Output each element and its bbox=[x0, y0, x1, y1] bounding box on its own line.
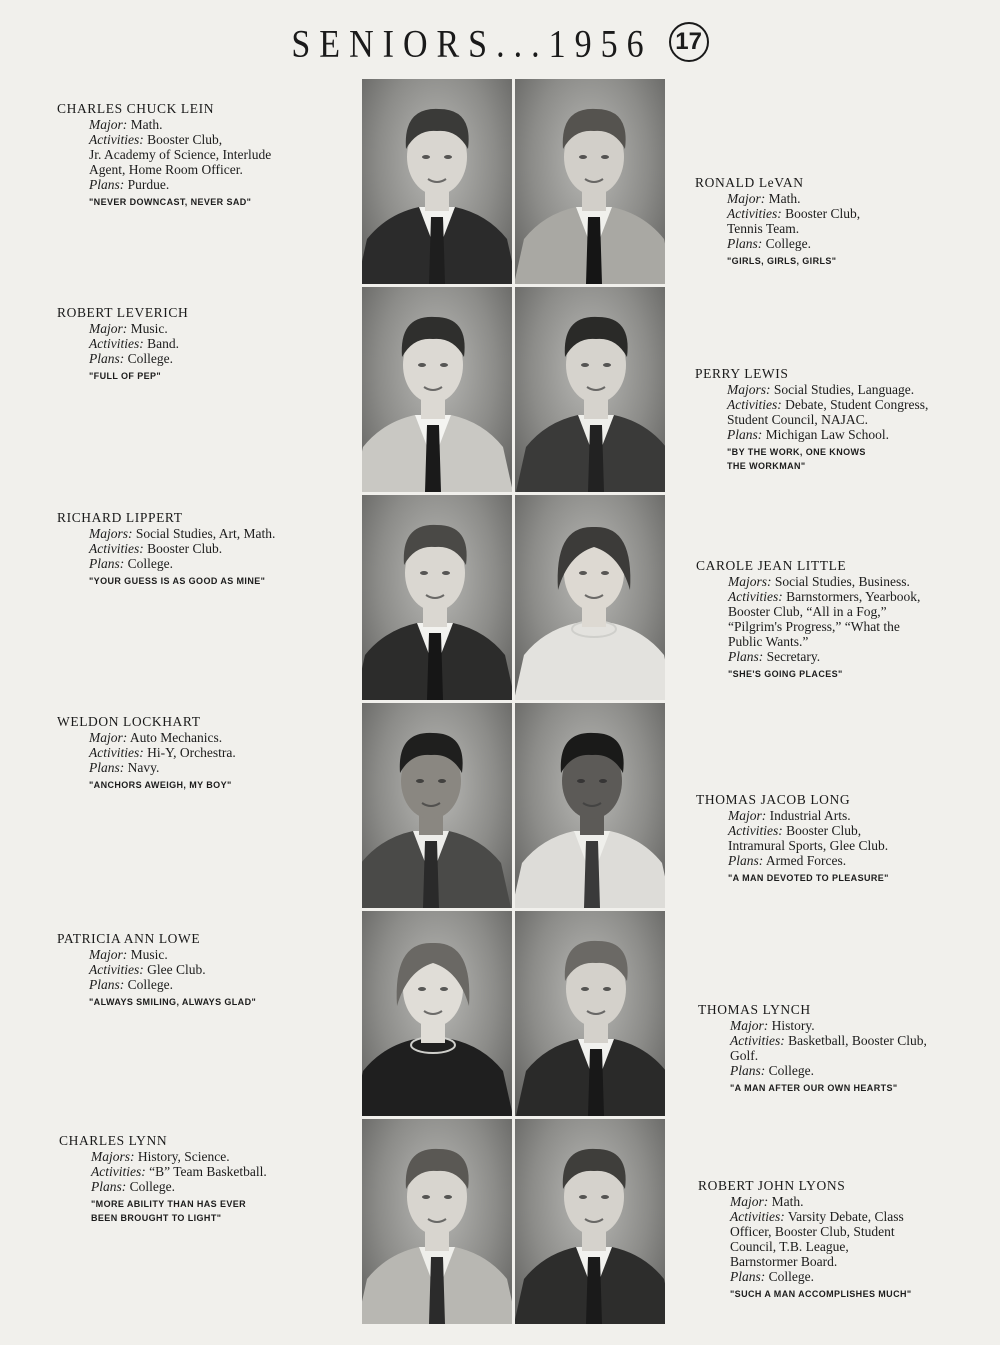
portrait-photo bbox=[515, 79, 665, 284]
bio-line: Officer, Booster Club, Student bbox=[730, 1224, 895, 1239]
page-number-badge: 17 bbox=[669, 22, 709, 62]
portrait-photo bbox=[515, 287, 665, 492]
student-bio bbox=[57, 510, 275, 588]
bio-line: Plans: Purdue. bbox=[89, 177, 170, 192]
student-name: ROBERT JOHN LYONS bbox=[698, 1178, 846, 1193]
page-header bbox=[0, 23, 1000, 76]
portrait-illustration bbox=[362, 79, 512, 284]
portrait-illustration bbox=[362, 495, 512, 700]
bio-line: Major: Math. bbox=[727, 191, 801, 206]
student-name: WELDON LOCKHART bbox=[57, 714, 201, 729]
bio-line: Activities: Booster Club, bbox=[89, 132, 223, 147]
student-quote: "A MAN DEVOTED TO PLEASURE" bbox=[728, 873, 889, 883]
student-bio bbox=[57, 305, 188, 383]
bio-line: Activities: Booster Club. bbox=[89, 541, 223, 556]
portrait-photo bbox=[362, 1119, 512, 1324]
bio-line: Majors: History, Science. bbox=[91, 1149, 230, 1164]
portrait-illustration bbox=[515, 495, 665, 700]
student-name: RICHARD LIPPERT bbox=[57, 510, 183, 525]
student-quote: "ANCHORS AWEIGH, MY BOY" bbox=[89, 780, 232, 790]
portrait-photo bbox=[362, 79, 512, 284]
student-bio bbox=[696, 558, 920, 681]
student-name: PATRICIA ANN LOWE bbox=[57, 931, 201, 946]
page-title: SENIORS...1956 bbox=[291, 23, 653, 66]
portrait-illustration bbox=[515, 287, 665, 492]
bio-line: Major: Math. bbox=[730, 1194, 804, 1209]
portrait-illustration bbox=[362, 911, 512, 1116]
portrait-photo bbox=[515, 1119, 665, 1324]
bio-line: Golf. bbox=[730, 1048, 759, 1063]
bio-line: Plans: Michigan Law School. bbox=[727, 427, 889, 442]
bio-line: Booster Club, “All in a Fog,” bbox=[728, 604, 887, 619]
student-name: ROBERT LEVERICH bbox=[57, 305, 189, 320]
bio-line: Majors: Social Studies, Art, Math. bbox=[89, 526, 276, 541]
bio-line: Plans: College. bbox=[727, 236, 811, 251]
bio-line: Plans: College. bbox=[91, 1179, 175, 1194]
bio-line: Majors: Social Studies, Language. bbox=[727, 382, 915, 397]
portrait-photo bbox=[362, 495, 512, 700]
student-bio bbox=[695, 366, 928, 473]
student-quote: "YOUR GUESS IS AS GOOD AS MINE" bbox=[89, 576, 266, 586]
portrait-illustration bbox=[515, 1119, 665, 1324]
student-bio bbox=[698, 1002, 927, 1095]
portrait-illustration bbox=[515, 79, 665, 284]
portrait-photo bbox=[362, 911, 512, 1116]
bio-line: Activities: Booster Club, bbox=[728, 823, 862, 838]
student-name: PERRY LEWIS bbox=[695, 366, 789, 381]
student-bio bbox=[57, 101, 271, 209]
bio-line: Plans: College. bbox=[730, 1063, 814, 1078]
bio-line: Activities: Hi-Y, Orchestra. bbox=[89, 745, 236, 760]
bio-line: Major: History. bbox=[730, 1018, 815, 1033]
bio-line: Intramural Sports, Glee Club. bbox=[728, 838, 889, 853]
bio-line: Tennis Team. bbox=[727, 221, 800, 236]
bio-line: Plans: College. bbox=[730, 1269, 814, 1284]
bio-line: Activities: Barnstormers, Yearbook, bbox=[728, 589, 921, 604]
portrait-illustration bbox=[362, 703, 512, 908]
student-quote: "ALWAYS SMILING, ALWAYS GLAD" bbox=[89, 997, 257, 1007]
student-name: CAROLE JEAN LITTLE bbox=[696, 558, 847, 573]
bio-line: Activities: Varsity Debate, Class bbox=[730, 1209, 904, 1224]
bio-line: Activities: Booster Club, bbox=[727, 206, 861, 221]
bio-line: “Pilgrim's Progress,” “What the bbox=[728, 619, 900, 634]
bio-line: Majors: Social Studies, Business. bbox=[728, 574, 910, 589]
student-quote: "FULL OF PEP" bbox=[89, 371, 162, 381]
student-name: RONALD LeVAN bbox=[695, 175, 804, 190]
bio-line: Council, T.B. League, bbox=[730, 1239, 849, 1254]
bio-line: Barnstormer Board. bbox=[730, 1254, 838, 1269]
portrait-illustration bbox=[362, 287, 512, 492]
student-bio bbox=[57, 931, 256, 1009]
bio-line: Major: Auto Mechanics. bbox=[89, 730, 223, 745]
student-quote: "A MAN AFTER OUR OWN HEARTS" bbox=[730, 1083, 898, 1093]
portrait-illustration bbox=[515, 911, 665, 1116]
student-name: THOMAS JACOB LONG bbox=[696, 792, 851, 807]
portrait-photo bbox=[515, 703, 665, 908]
student-quote: "BY THE WORK, ONE KNOWS THE WORKMAN" bbox=[727, 447, 866, 471]
portrait-photo bbox=[362, 703, 512, 908]
student-quote: "GIRLS, GIRLS, GIRLS" bbox=[727, 256, 837, 266]
bio-line: Plans: Secretary. bbox=[728, 649, 821, 664]
portrait-photo bbox=[362, 287, 512, 492]
bio-line: Plans: Navy. bbox=[89, 760, 160, 775]
student-bio bbox=[695, 175, 860, 268]
student-name: CHARLES LYNN bbox=[59, 1133, 168, 1148]
student-bio bbox=[698, 1178, 912, 1301]
bio-line: Agent, Home Room Officer. bbox=[89, 162, 243, 177]
bio-line: Plans: Armed Forces. bbox=[728, 853, 847, 868]
bio-line: Student Council, NAJAC. bbox=[727, 412, 869, 427]
student-quote: "MORE ABILITY THAN HAS EVER BEEN BROUGHT TO LIGHT" bbox=[91, 1199, 247, 1223]
student-quote: "SUCH A MAN ACCOMPLISHES MUCH" bbox=[730, 1289, 912, 1299]
student-name: THOMAS LYNCH bbox=[698, 1002, 811, 1017]
bio-line: Plans: College. bbox=[89, 351, 173, 366]
student-quote: "NEVER DOWNCAST, NEVER SAD" bbox=[89, 197, 252, 207]
bio-line: Major: Math. bbox=[89, 117, 163, 132]
bio-line: Activities: Basketball, Booster Club, bbox=[730, 1033, 927, 1048]
bio-line: Public Wants.” bbox=[728, 634, 809, 649]
portrait-grid bbox=[362, 79, 665, 1327]
bio-line: Major: Music. bbox=[89, 321, 168, 336]
student-bio bbox=[59, 1133, 267, 1225]
portrait-photo bbox=[515, 495, 665, 700]
bio-line: Major: Industrial Arts. bbox=[728, 808, 851, 823]
bio-line: Plans: College. bbox=[89, 977, 173, 992]
bio-line: Activities: Glee Club. bbox=[89, 962, 206, 977]
portrait-illustration bbox=[362, 1119, 512, 1324]
bio-line: Activities: Band. bbox=[89, 336, 179, 351]
bio-line: Plans: College. bbox=[89, 556, 173, 571]
bio-line: Major: Music. bbox=[89, 947, 168, 962]
student-bio bbox=[57, 714, 236, 792]
student-name: CHARLES CHUCK LEIN bbox=[57, 101, 215, 116]
student-quote: "SHE'S GOING PLACES" bbox=[728, 669, 843, 679]
portrait-photo bbox=[515, 911, 665, 1116]
portrait-illustration bbox=[515, 703, 665, 908]
bio-line: Activities: “B” Team Basketball. bbox=[91, 1164, 267, 1179]
student-bio bbox=[696, 792, 889, 885]
bio-line: Activities: Debate, Student Congress, bbox=[727, 397, 929, 412]
bio-line: Jr. Academy of Science, Interlude bbox=[89, 147, 272, 162]
